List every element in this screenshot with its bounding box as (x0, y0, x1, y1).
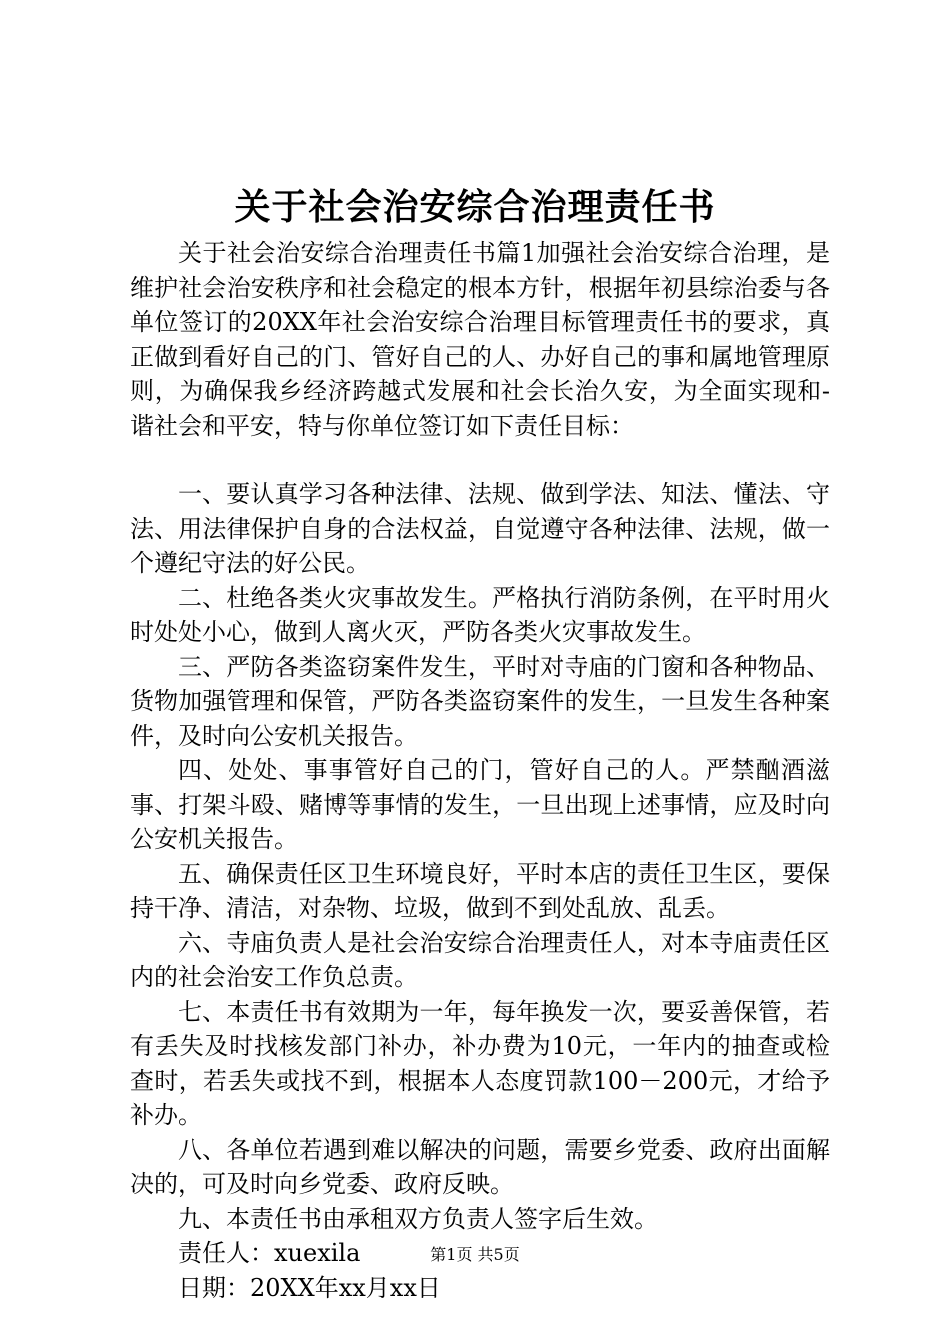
responsible-person-line: 责任人：xuexila (178, 1239, 361, 1267)
date-line: 日期：20XX年xx月xx日 (178, 1273, 441, 1302)
document-title: 关于社会治安综合治理责任书 (234, 186, 716, 228)
page-number-footer: 第1页 共5页 (430, 1245, 520, 1264)
clause-2-paragraph: 二、杜绝各类火灾事故发生。严格执行消防条例，在平时用火时处处小心，做到人离火灭，严防各类火灾事故发生。 (130, 583, 830, 646)
clause-8-paragraph: 八、各单位若遇到难以解决的问题，需要乡党委、政府出面解决的，可及时向乡党委、政府反映。 (130, 1135, 830, 1198)
intro-paragraph: 关于社会治安综合治理责任书篇1加强社会治安综合治理，是维护社会治安秩序和社会稳定的根本方针，根据年初县综治委与各单位签订的20XX年社会治安综合治理目标管理责任书的要求，真正做到看好自己的门、管好自己的人、办好自己的事和属地管理原则，为确保我乡经济跨越式发展和社会长治久安，为全面实现和-谐社会和平安，特与你单位签订如下责任目标： (130, 239, 830, 440)
clause-1-paragraph: 一、要认真学习各种法律、法规、做到学法、知法、懂法、守法、用法律保护自身的合法权益，自觉遵守各种法律、法规，做一个遵纪守法的好公民。 (130, 480, 830, 577)
document-body (130, 236, 830, 1305)
clause-5-paragraph: 五、确保责任区卫生环境良好，平时本店的责任卫生区，要保持干净、清洁，对杂物、垃圾，做到不到处乱放、乱丢。 (130, 859, 830, 922)
clause-9-paragraph: 九、本责任书由承租双方负责人签字后生效。 (178, 1204, 658, 1233)
clause-6-paragraph: 六、寺庙负责人是社会治安综合治理责任人，对本寺庙责任区内的社会治安工作负总责。 (130, 928, 830, 991)
clause-3-paragraph: 三、严防各类盗窃案件发生，平时对寺庙的门窗和各种物品、货物加强管理和保管，严防各类盗窃案件的发生，一旦发生各种案件，及时向公安机关报告。 (130, 652, 830, 750)
clause-7-paragraph: 七、本责任书有效期为一年，每年换发一次，要妥善保管，若有丢失及时找核发部门补办，补办费为10元，一年内的抽查或检查时，若丢失或找不到，根据本人态度罚款100－200元，才给予补办。 (130, 997, 830, 1129)
clause-4-paragraph: 四、处处、事事管好自己的门，管好自己的人。严禁酗酒滋事、打架斗殴、赌博等事情的发生，一旦出现上述事情，应及时向公安机关报告。 (130, 756, 830, 853)
